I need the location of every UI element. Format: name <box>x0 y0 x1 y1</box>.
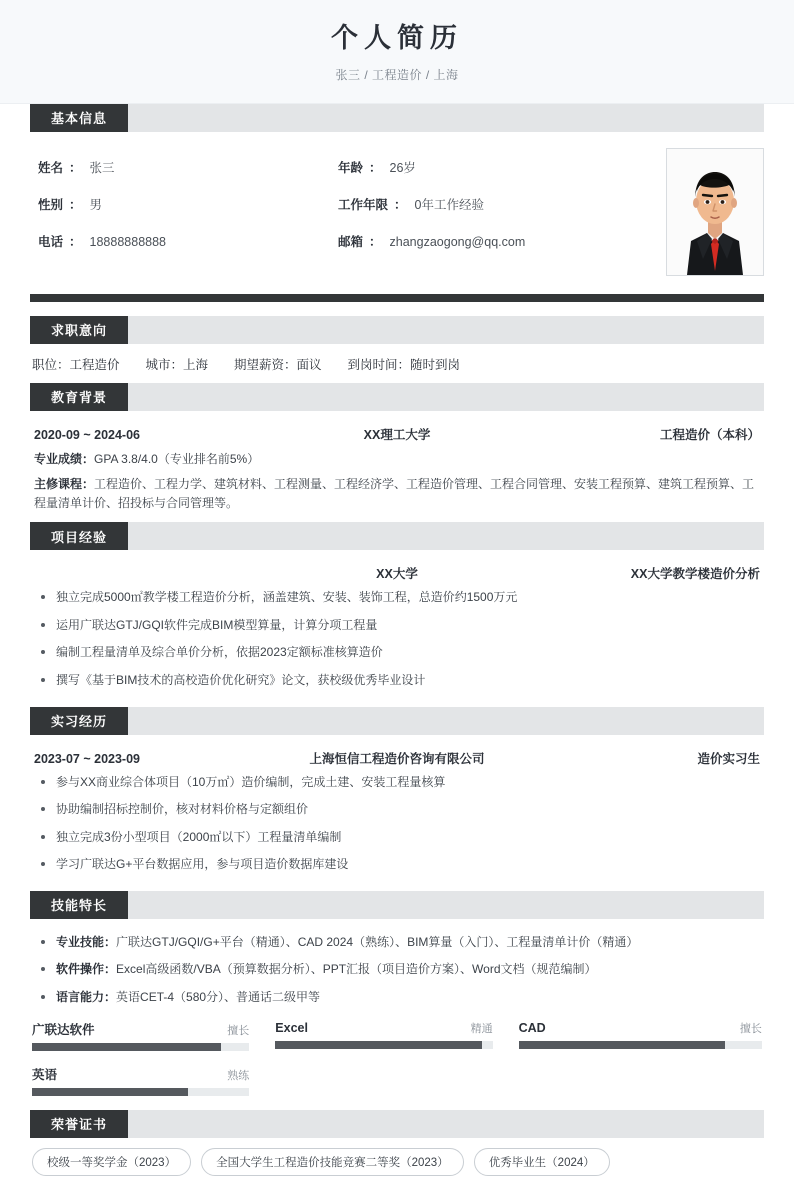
internship-role: 造价实习生 <box>697 751 760 766</box>
project-name: XX大学 <box>376 567 418 582</box>
project-entry-header <box>32 560 762 584</box>
intent-salary: 期望薪资：面议 <box>234 357 322 372</box>
field-age <box>338 158 638 176</box>
skills-bullet-list <box>32 933 762 1007</box>
field-label: 邮箱 <box>338 234 364 249</box>
skill-label: 语言能力 <box>56 990 105 1005</box>
section-title-basic: 基本信息 <box>30 104 128 132</box>
resume-header <box>0 0 794 104</box>
list-item: 协助编制招标控制价，核对材料价格与定额组价 <box>34 800 760 819</box>
list-item: 独立完成3份小型项目（2000㎡以下）工程量清单编制 <box>34 828 760 847</box>
skill-value: Excel高级函数/VBA（预算数据分析）、PPT汇报（项目造价方案）、Word文档（规范编制） <box>116 962 597 977</box>
portrait-illustration <box>667 149 763 275</box>
field-label: 电话 <box>38 234 64 249</box>
list-item: 运用广联达GTJ/GQI软件完成BIM模型算量，计算分项工程量 <box>34 616 760 635</box>
section-header-skills <box>30 891 764 919</box>
field-value: zhangzaogong@qq.com <box>389 234 526 249</box>
list-item: 独立完成5000㎡教学楼工程造价分析，涵盖建筑、安装、装饰工程，总造价约1500万元 <box>34 588 760 607</box>
skill-bar-head <box>275 1020 492 1036</box>
skill-bar-level: 擅长 <box>739 1022 762 1035</box>
list-item: 参与XX商业综合体项目（10万㎡）造价编制，完成土建、安装工程量核算 <box>34 773 760 792</box>
honor-chip-list <box>30 1144 764 1190</box>
field-value: 男 <box>89 197 103 212</box>
header-subtitle: 张三 / 工程造价 / 上海 <box>335 67 459 82</box>
section-title-internship: 实习经历 <box>30 707 128 735</box>
list-item: 语言能力：英语CET-4（580分）、普通话二级甲等 <box>34 988 760 1007</box>
skill-bar-head <box>32 1020 249 1038</box>
section-header-honors <box>30 1110 764 1138</box>
skill-bar-fill <box>32 1043 221 1051</box>
field-colon: ： <box>69 197 82 212</box>
education-major: 工程造价（本科） <box>659 427 760 442</box>
skill-bar-item <box>32 1065 275 1096</box>
skill-bar-level: 擅长 <box>227 1024 250 1037</box>
education-gpa-value: GPA 3.8/4.0（专业排名前5%） <box>94 451 260 466</box>
job-intent-row <box>30 344 764 383</box>
field-label: 年龄 <box>338 160 364 175</box>
internship-bullet-list <box>32 773 762 874</box>
education-gpa-line: 专业成绩：GPA 3.8/4.0（专业排名前5%） <box>34 451 260 466</box>
section-header-project <box>30 522 764 550</box>
section-title-project: 项目经验 <box>30 522 128 550</box>
field-colon: ： <box>369 234 382 249</box>
skill-bar-item <box>275 1020 518 1051</box>
section-title-honors: 荣誉证书 <box>30 1110 128 1138</box>
education-courses-line: 主修课程：工程造价、工程力学、建筑材料、工程测量、工程经济学、工程造价管理、工程合同管理、安装工程预算、建筑工程预算、工程量清单计价、招投标与合同管理等。 <box>34 476 755 511</box>
list-item: 专业技能：广联达GTJ/GQI/G+平台（精通）、CAD 2024（熟练）、BIM算量（入门）、工程量清单计价（精通） <box>34 933 760 952</box>
field-name <box>38 158 338 176</box>
section-header-internship <box>30 707 764 735</box>
honor-chip: 优秀毕业生（2024） <box>474 1148 610 1176</box>
skills-block <box>30 919 764 1018</box>
skill-bar-track <box>32 1088 249 1096</box>
section-header-intent <box>30 316 764 344</box>
skill-bar-level: 精通 <box>470 1022 493 1035</box>
skill-bar-name: 英语 <box>32 1067 58 1082</box>
skill-label: 软件操作 <box>56 962 105 977</box>
education-block <box>30 411 764 522</box>
skill-bar-fill <box>32 1088 188 1096</box>
field-colon: ： <box>69 234 82 249</box>
section-header-education <box>30 383 764 411</box>
section-divider-bar <box>30 294 764 302</box>
field-label: 性别 <box>38 197 64 212</box>
skill-value: 广联达GTJ/GQI/G+平台（精通）、CAD 2024（熟练）、BIM算量（入门）、工程量清单计价（精通） <box>116 934 639 949</box>
internship-block <box>30 735 764 891</box>
field-colon: ： <box>369 160 382 175</box>
education-school: XX理工大学 <box>363 427 431 442</box>
internship-entry-header <box>32 745 762 769</box>
skill-bar-track <box>275 1041 492 1049</box>
intent-availability: 到岗时间：随时到岗 <box>347 357 461 372</box>
education-entry-header <box>32 421 762 445</box>
basic-info-fields <box>30 148 666 250</box>
intent-position: 职位：工程造价 <box>32 357 120 372</box>
field-gender <box>38 195 338 213</box>
field-colon: ： <box>394 197 407 212</box>
honor-chip: 全国大学生工程造价技能竞赛二等奖（2023） <box>201 1148 464 1176</box>
skill-bar-name: Excel <box>275 1020 308 1035</box>
section-title-education: 教育背景 <box>30 383 128 411</box>
skill-bar-fill <box>275 1041 481 1049</box>
section-title-skills: 技能特长 <box>30 891 128 919</box>
field-value: 0年工作经验 <box>414 197 484 212</box>
honor-chip: 校级一等奖学金（2023） <box>32 1148 191 1176</box>
field-label: 工作年限 <box>338 197 389 212</box>
skill-value: 英语CET-4（580分）、普通话二级甲等 <box>116 990 321 1005</box>
field-value: 26岁 <box>389 160 416 175</box>
skill-bar-item <box>32 1020 275 1051</box>
profile-photo <box>666 148 764 276</box>
project-block <box>30 550 764 706</box>
skill-bar-track <box>519 1041 762 1049</box>
education-courses-value: 工程造价、工程力学、建筑材料、工程测量、工程经济学、工程造价管理、工程合同管理、安装工程预算、建筑工程预算、工程量清单计价、招投标与合同管理等。 <box>34 476 755 511</box>
skill-bar-head <box>519 1020 762 1036</box>
skill-bar-name: 广联达软件 <box>32 1022 95 1037</box>
list-item: 软件操作：Excel高级函数/VBA（预算数据分析）、PPT汇报（项目造价方案）、Word文档（规范编制） <box>34 960 760 979</box>
field-email <box>338 232 638 250</box>
list-item: 撰写《基于BIM技术的高校造价优化研究》论文，获校级优秀毕业设计 <box>34 671 760 690</box>
field-phone <box>38 232 338 250</box>
skill-bar-name: CAD <box>518 1020 546 1035</box>
field-value: 18888888888 <box>89 234 167 249</box>
skill-bar-level: 熟练 <box>227 1069 250 1082</box>
project-bullet-list <box>32 588 762 689</box>
education-courses-label: 主修课程 <box>34 476 83 491</box>
field-work-years <box>338 195 638 213</box>
section-title-intent: 求职意向 <box>30 316 128 344</box>
basic-info-column-left <box>30 148 338 250</box>
basic-info-block <box>30 132 764 284</box>
internship-period: 2023-07 ~ 2023-09 <box>34 751 140 766</box>
skill-bar-head <box>32 1065 249 1083</box>
list-item: 编制工程量清单及综合单价分析，依据2023定额标准核算造价 <box>34 643 760 662</box>
basic-info-column-right <box>338 148 638 250</box>
field-colon: ： <box>69 160 82 175</box>
section-header-basic <box>30 104 764 132</box>
list-item: 学习广联达G+平台数据应用，参与项目造价数据库建设 <box>34 855 760 874</box>
project-title: XX大学教学楼造价分析 <box>630 567 760 582</box>
field-label: 姓名 <box>38 160 64 175</box>
intent-city: 城市：上海 <box>145 357 209 372</box>
skill-bar-fill <box>519 1041 726 1049</box>
skill-bar-track <box>32 1043 249 1051</box>
field-value: 张三 <box>89 160 115 175</box>
internship-company: 上海恒信工程造价咨询有限公司 <box>309 751 485 766</box>
skill-bars <box>30 1020 764 1110</box>
education-period: 2020-09 ~ 2024-06 <box>34 427 140 442</box>
education-gpa-label: 专业成绩 <box>34 451 83 466</box>
skill-label: 专业技能 <box>56 934 105 949</box>
page-title: 个人简历 <box>331 23 463 53</box>
skill-bar-item <box>519 1020 762 1051</box>
